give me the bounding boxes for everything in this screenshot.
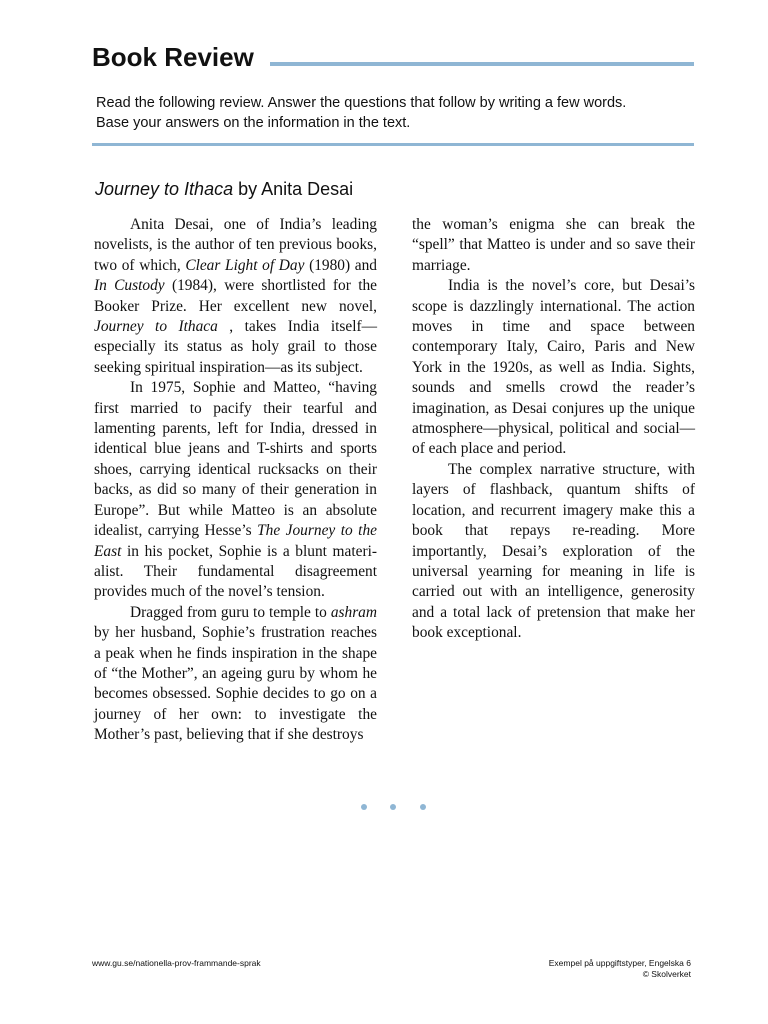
instructions-line-1: Read the following review. Answer the questions that follow by writing a few words.	[96, 95, 627, 111]
page-header	[92, 42, 694, 72]
dot	[420, 804, 426, 810]
instructions-rule	[92, 143, 694, 146]
review-paragraph-3	[94, 603, 377, 746]
review-column-left	[94, 215, 377, 746]
review-paragraph-5: The complex narrative structure, with layers of flashback, quantum shifts of location, and recurrent imagery make this a book that repays re-reading. More importantly, Desai’s exploration of the universal yearning for meaning in life is carried out with an intelligence, generosity and a total lack of pretension that make her book exceptional.	[412, 460, 695, 642]
p1-text-a: Anita Desai, one of India’s leading novelists, is the author of ten previous books, two of which,	[94, 216, 377, 274]
dot	[390, 804, 396, 810]
review-paragraph-4: India is the novel’s core, but Desai’s scope is dazzlingly international. The action moves in time and space between contemporary Italy, Cairo, Paris and New York in the 1920s, as well as India. Sights, sounds and smells crowd the reader’s imagination, as Desai conjures up the unique atmosphere—physical, political and social—of each place and period.	[412, 277, 695, 458]
book-title: Journey to Ithaca	[95, 179, 234, 199]
p3-text-c: by her husband, Sophie’s frustration reaches a peak when he finds inspiration in the shape of “the Mother”, an ageing guru by whom he becomes obsessed. Sophie decides to go on a journey of her own: to investigate the Mother’s past, believing that if she destroys	[94, 624, 377, 744]
dot	[361, 804, 367, 810]
instructions-line-2: Base your answers on the information in the text.	[96, 115, 411, 131]
footer-line-1: Exempel på uppgiftstyper, Engelska 6	[548, 958, 691, 968]
review-paragraph-1	[94, 215, 377, 378]
book-heading	[95, 178, 353, 200]
page-title: Book Review	[92, 42, 254, 72]
p2-text-c: in his pocket, Sophie is a blunt materialist. Their fundamental disagreement provides much of the novel’s tension.	[94, 542, 377, 601]
p1-text-g: , takes India itself—especially its status as holy grail to those seeking spiritual inspiration—as its subject.	[94, 318, 377, 376]
header-rule	[270, 62, 694, 66]
p1-title-journey-to-ithaca: Journey to Ithaca	[94, 318, 218, 336]
footer-line-2: © Skolverket	[642, 969, 691, 979]
instructions	[96, 93, 694, 133]
p2-text-a: In 1975, Sophie and Matteo, “having first married to pacify their tearful and lamenting parents, left for India, dressed in identical blue jeans and T-shirts and sports shoes, carrying identical rucksacks on their backs, as did so many of their generation in Europe”. But while Matteo is an absolute idealist, carrying Hesse’s	[94, 379, 377, 540]
review-column-right	[412, 215, 695, 644]
p3-ashram: ashram	[330, 603, 377, 621]
p3-text-a: Dragged from guru to temple to	[130, 603, 331, 621]
section-break-dots	[356, 804, 436, 814]
p1-text-c: (1980) and	[304, 256, 377, 274]
footer-credits	[549, 958, 691, 980]
book-author: by Anita Desai	[238, 179, 354, 199]
review-paragraph-2	[94, 378, 377, 602]
p1-text-e: (1984), were shortlisted for the Booker Prize. Her excellent new novel,	[94, 277, 377, 315]
p1-title-clear-light-of-day: Clear Light of Day	[185, 256, 305, 274]
footer-url: www.gu.se/nationella-prov-frammande-sprak	[92, 958, 261, 968]
review-paragraph-3-continued: the woman’s enigma she can break the “spell” that Matteo is under and so save their marriage.	[412, 216, 695, 274]
p2-title-journey-to-the-east: The Journey to the East	[94, 522, 377, 560]
p1-title-in-custody: In Custody	[94, 277, 165, 295]
